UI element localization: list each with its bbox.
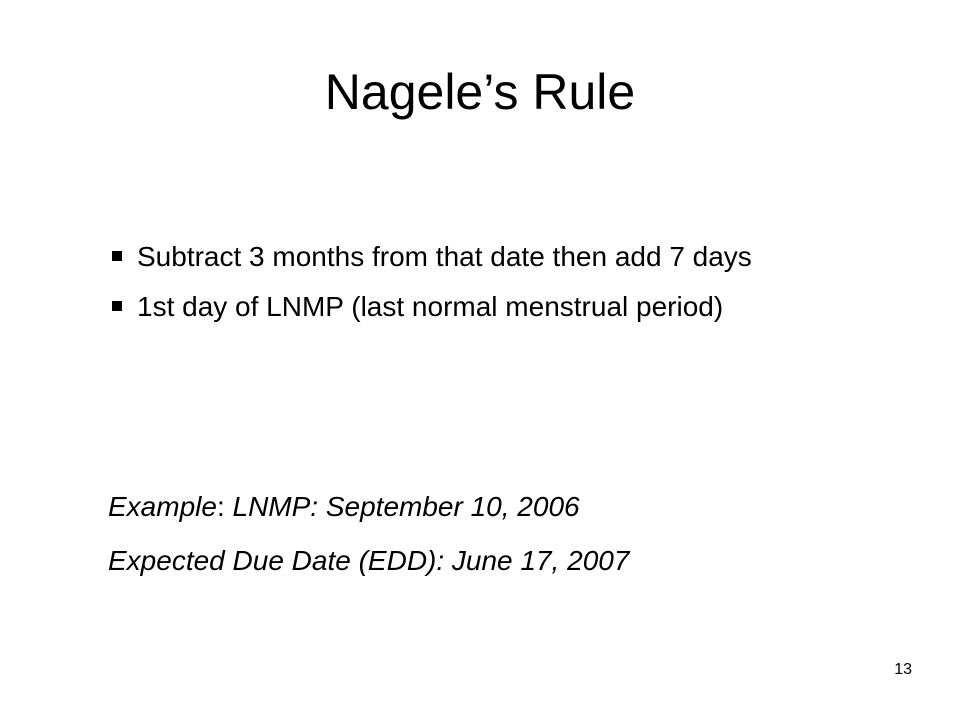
bullet-list bbox=[108, 238, 888, 338]
example-edd-line: Expected Due Date (EDD): June 17, 2007 bbox=[108, 545, 630, 576]
bullet-item bbox=[108, 238, 888, 275]
example-separator: : bbox=[216, 491, 233, 522]
example-lnmp-line bbox=[108, 488, 928, 525]
slide-title: Nagele’s Rule bbox=[324, 64, 636, 120]
example-lnmp-value: LNMP: September 10, 2006 bbox=[232, 491, 580, 522]
square-bullet-icon bbox=[112, 301, 122, 311]
square-bullet-icon bbox=[112, 251, 122, 261]
slide-number: 13 bbox=[894, 661, 912, 678]
bullet-text: 1st day of LNMP (last normal menstrual period) bbox=[137, 291, 724, 322]
bullet-text: Subtract 3 months from that date then add 7 days bbox=[137, 241, 752, 272]
example-label: Example bbox=[108, 491, 217, 522]
bullet-item bbox=[108, 288, 888, 325]
